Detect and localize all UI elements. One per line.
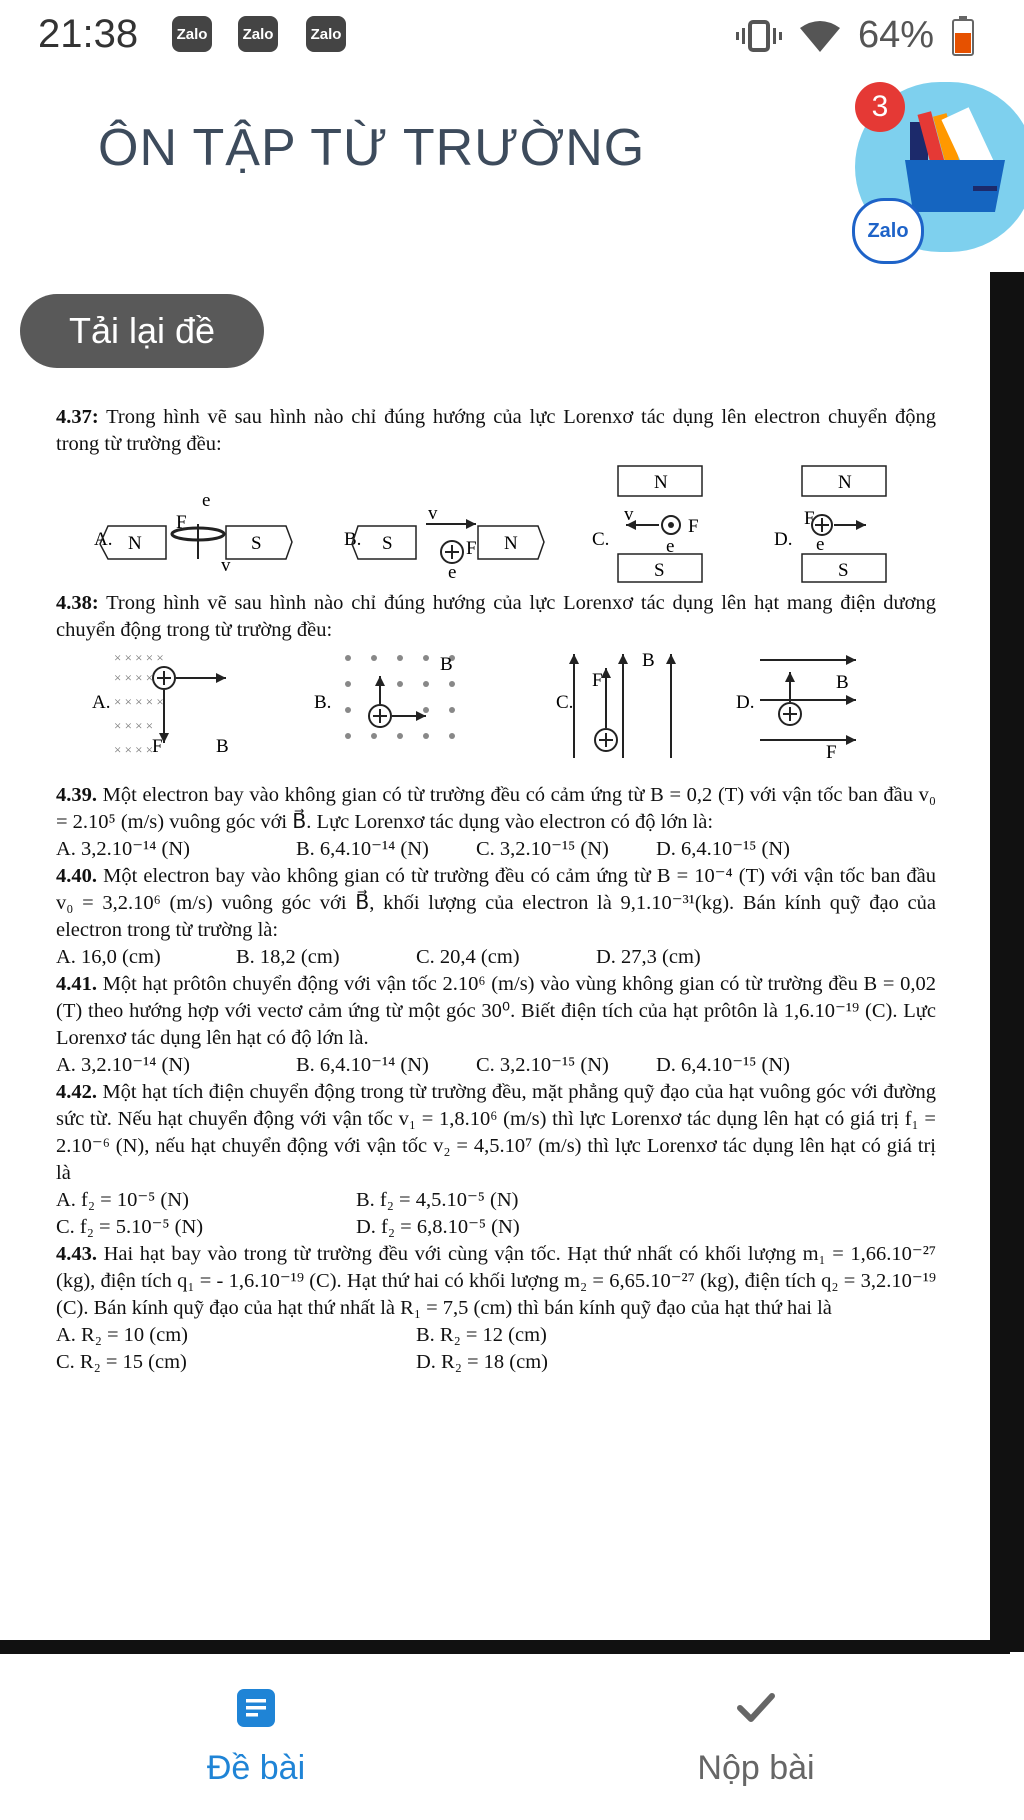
question-4-40: 4.40. Một electron bay vào không gian có từ trường đều có cảm ứng từ B = 10⁻⁴ (T) với vận tốc ban đầu v₀ = 3,2.10⁶ (m/s) vuông góc với B⃗, khối lượng của electron là 9,1.10⁻³¹(kg). Bán kính quỹ đạo của electron trong từ trường là:	[56, 865, 937, 941]
question-4-41: 4.41. Một hạt prôtôn chuyển động với vận tốc 2.10⁶ (m/s) vào vùng không gian có từ trường đều B = 0,02 (T) theo hướng hợp với vectơ cảm ứng từ một góc 30⁰. Biết điện tích của hạt prôtôn là 1,6.10⁻¹⁹ (C). Lực Lorenxơ tác dụng lên hạt có độ lớn là.	[56, 973, 936, 1049]
question-4-43: 4.43. Hai hạt bay vào trong từ trường đều với cùng vận tốc. Hạt thứ nhất có khối lượng m₁ = 1,66.10⁻²⁷ (kg), điện tích q₁ = - 1,6.10⁻¹⁹ (C). Hạt thứ hai có khối lượng m₂ = 6,65.10⁻²⁷ (kg), điện tích q₂ = 3,2.10⁻¹⁹ (C). Bán kính quỹ đạo của hạt thứ nhất là R₁ = 7,5 (cm) thì bán kính quỹ đạo của hạt thứ hai là	[56, 1243, 937, 1319]
scroll-edge	[990, 272, 1024, 1652]
option[interactable]: D. R₂ = 18 (cm)	[416, 1351, 549, 1373]
option[interactable]: B. R₂ = 12 (cm)	[416, 1324, 547, 1346]
svg-text:D.: D.	[736, 692, 755, 713]
option[interactable]: A. 3,2.10⁻¹⁴ (N)	[56, 1054, 191, 1076]
option[interactable]: B. 6,4.10⁻¹⁴ (N)	[296, 1054, 429, 1076]
option[interactable]: A. 16,0 (cm)	[56, 946, 161, 968]
option[interactable]: A. f₂ = 10⁻⁵ (N)	[56, 1189, 189, 1211]
svg-text:B.: B.	[344, 529, 362, 550]
svg-text:A.: A.	[92, 692, 111, 713]
svg-text:N: N	[654, 472, 668, 493]
svg-text:B: B	[836, 672, 849, 693]
svg-text:v: v	[221, 555, 231, 576]
option[interactable]: C. 20,4 (cm)	[416, 946, 520, 968]
svg-text:F: F	[466, 538, 477, 559]
svg-text:e: e	[202, 490, 211, 511]
option[interactable]: A. 3,2.10⁻¹⁴ (N)	[56, 838, 191, 860]
svg-text:S: S	[251, 533, 262, 554]
svg-text:N: N	[838, 472, 852, 493]
svg-text:F: F	[176, 512, 187, 533]
svg-text:B: B	[440, 654, 453, 675]
content-divider	[0, 1640, 1010, 1654]
wifi-icon	[800, 20, 840, 52]
svg-text:B: B	[216, 736, 229, 757]
svg-text:× × × ×: × × × ×	[114, 742, 154, 757]
check-icon	[734, 1686, 778, 1730]
battery-icon	[952, 16, 974, 56]
svg-text:F: F	[592, 670, 603, 691]
svg-text:C.: C.	[592, 529, 610, 550]
option[interactable]: B. 6,4.10⁻¹⁴ (N)	[296, 838, 429, 860]
options-4-41	[56, 1052, 936, 1079]
svg-text:v: v	[624, 504, 634, 525]
option[interactable]: C. R₂ = 15 (cm)	[56, 1351, 187, 1373]
svg-text:e: e	[448, 562, 457, 583]
figure-4-38	[56, 648, 936, 768]
battery-percent: 64%	[857, 14, 934, 56]
options-4-39	[56, 836, 936, 863]
options-4-43-row2	[56, 1349, 936, 1376]
options-4-42-row1	[56, 1187, 936, 1214]
zalo-notification-icon: Zalo	[306, 16, 346, 52]
page-title: ÔN TẬP TỪ TRƯỜNG	[98, 119, 646, 177]
option[interactable]: C. 3,2.10⁻¹⁵ (N)	[476, 1054, 609, 1076]
svg-text:F: F	[826, 742, 837, 763]
svg-text:× × × ×: × × × ×	[114, 670, 154, 685]
option[interactable]: D. f₂ = 6,8.10⁻⁵ (N)	[356, 1216, 520, 1238]
svg-text:N: N	[504, 533, 518, 554]
question-4-38: 4.38: Trong hình vẽ sau hình nào chỉ đúng hướng của lực Lorenxơ tác dụng lên hạt mang điện dương chuyển động trong từ trường đều:	[56, 592, 936, 641]
svg-text:× × × × ×: × × × × ×	[114, 694, 164, 709]
svg-text:v: v	[428, 503, 438, 524]
svg-text:S: S	[654, 560, 665, 581]
question-4-39: 4.39. Một electron bay vào không gian có từ trường đều có cảm ứng từ B = 0,2 (T) với vận tốc ban đầu v₀ = 2.10⁵ (m/s) vuông góc với B⃗. Lực Lorenxơ tác dụng vào electron có độ lớn là:	[56, 784, 936, 833]
option[interactable]: C. 3,2.10⁻¹⁵ (N)	[476, 838, 609, 860]
svg-text:C.: C.	[556, 692, 574, 713]
option[interactable]: A. R₂ = 10 (cm)	[56, 1324, 189, 1346]
option[interactable]: D. 6,4.10⁻¹⁵ (N)	[656, 1054, 791, 1076]
tab-submit-label: Nộp bài	[697, 1749, 815, 1787]
question-4-42: 4.42. Một hạt tích điện chuyển động trong từ trường đều, mặt phẳng quỹ đạo của hạt vuông góc với đường sức từ. Nếu hạt chuyển động với vận tốc v₁ = 1,8.10⁶ (m/s) thì lực Lorenxơ tác dụng lên hạt có giá trị f₁ = 2.10⁻⁶ (N), nếu hạt chuyển động với vận tốc v₂ = 4,5.10⁷ (m/s) thì lực Lorenxơ tác dụng lên hạt có giá trị là	[56, 1081, 936, 1184]
svg-text:× × × × ×: × × × × ×	[114, 650, 164, 665]
svg-text:N: N	[128, 533, 142, 554]
zalo-logo: Zalo	[852, 198, 924, 264]
svg-text:B: B	[642, 650, 655, 671]
option[interactable]: C. f₂ = 5.10⁻⁵ (N)	[56, 1216, 204, 1238]
options-4-40	[56, 944, 936, 971]
zalo-notification-icon: Zalo	[172, 16, 212, 52]
svg-text:× × × ×: × × × ×	[114, 718, 154, 733]
option[interactable]: D. 6,4.10⁻¹⁵ (N)	[656, 838, 791, 860]
tab-problem-label: Đề bài	[206, 1749, 306, 1787]
reload-exam-button[interactable]: Tải lại đề	[20, 294, 264, 368]
options-4-43-row1	[56, 1322, 936, 1349]
svg-text:F: F	[688, 516, 699, 537]
status-bar	[0, 0, 1024, 72]
svg-text:F: F	[804, 508, 815, 529]
svg-text:F: F	[152, 736, 163, 757]
question-4-37: 4.37: Trong hình vẽ sau hình nào chỉ đúng hướng của lực Lorenxơ tác dụng lên electron chuyển động trong từ trường đều:	[56, 406, 936, 455]
zalo-notification-icon: Zalo	[238, 16, 278, 52]
clock: 21:38	[38, 12, 139, 56]
svg-text:B.: B.	[314, 692, 332, 713]
option[interactable]: D. 27,3 (cm)	[596, 946, 701, 968]
vibrate-icon	[736, 19, 782, 53]
document-icon	[234, 1686, 278, 1730]
svg-text:e: e	[666, 536, 675, 557]
svg-text:S: S	[382, 533, 393, 554]
svg-text:S: S	[838, 560, 849, 581]
label-a: A.	[94, 529, 113, 550]
notification-badge: 3	[855, 82, 905, 132]
magnet-diagrams	[56, 464, 936, 584]
options-4-42-row2	[56, 1214, 936, 1241]
figure-4-37	[56, 464, 936, 584]
field-diagrams	[56, 648, 936, 768]
svg-text:D.: D.	[774, 529, 793, 550]
tab-problem[interactable]	[146, 1686, 366, 1788]
tab-submit[interactable]	[646, 1686, 866, 1788]
option[interactable]: B. f₂ = 4,5.10⁻⁵ (N)	[356, 1189, 519, 1211]
exam-document	[56, 404, 936, 1376]
option[interactable]: B. 18,2 (cm)	[236, 946, 340, 968]
svg-text:e: e	[816, 534, 825, 555]
